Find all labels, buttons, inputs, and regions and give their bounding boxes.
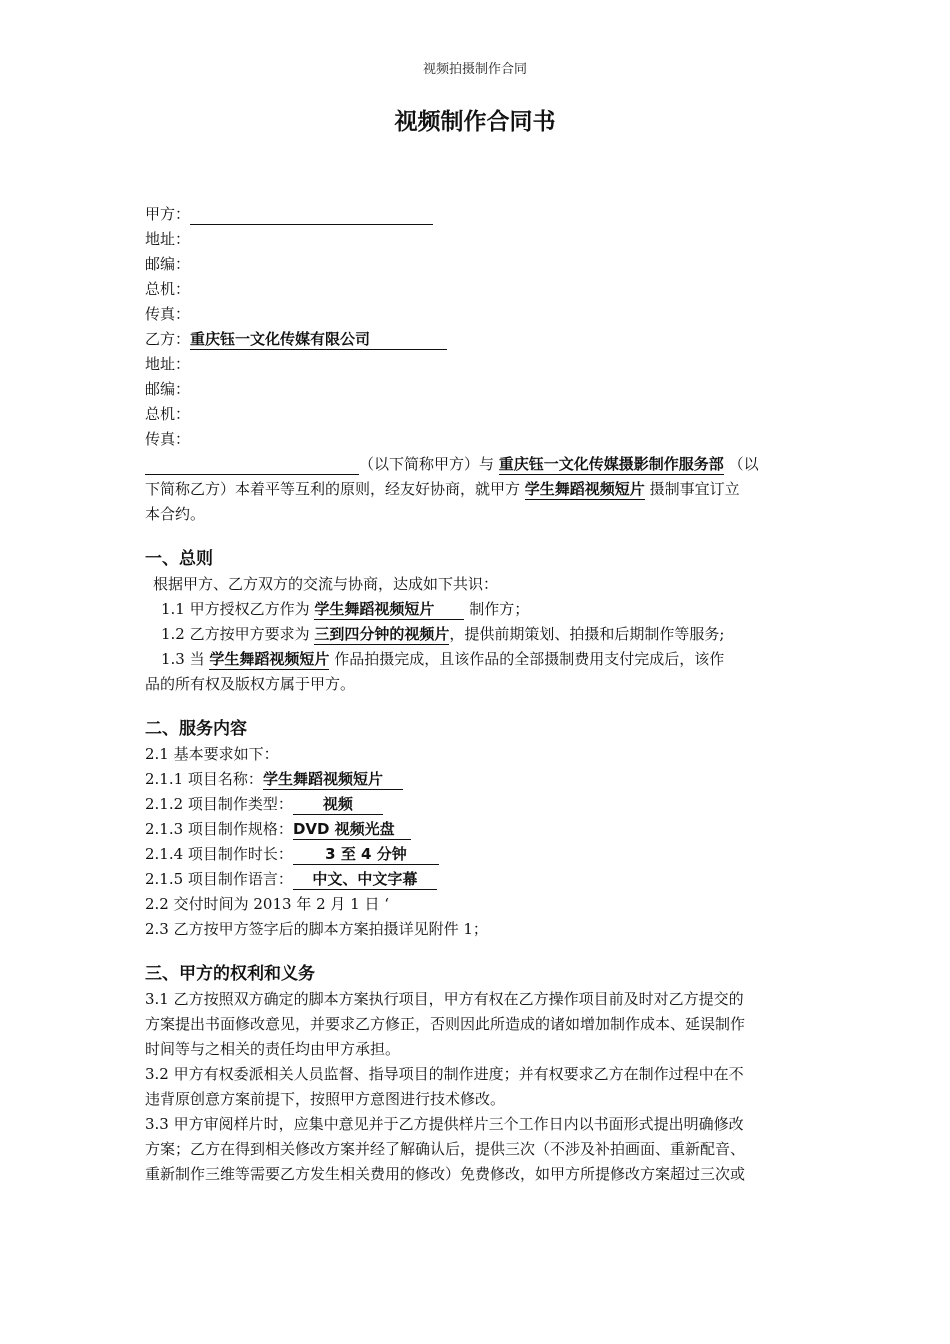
section-2-heading: 二、服务内容	[145, 719, 247, 739]
clause-text: 1.1 甲方授权乙方作为	[161, 600, 310, 618]
party-a-name-blank	[145, 454, 359, 475]
clause-underline: 学生舞蹈视频短片	[209, 650, 330, 668]
clause-1-1	[145, 597, 813, 622]
spec-item	[145, 767, 813, 792]
intro-text: 摄制事宜订立	[649, 480, 740, 498]
clause-text: 1.2 乙方按甲方要求为	[161, 625, 310, 643]
clause-text: 1.3 当	[161, 650, 205, 668]
section-2-lead: 2.1 基本要求如下：	[145, 745, 279, 763]
clause-1-2	[145, 622, 813, 647]
party-a-line	[145, 202, 813, 227]
clause-2-3: 2.3 乙方按甲方签字后的脚本方案拍摄详见附件 1；	[145, 920, 488, 938]
clause-text: ，提供前期策划、拍摄和后期制作等服务;	[449, 625, 725, 643]
clause-3-1-line: 方案提出书面修改意见，并要求乙方修正，否则因此所造成的诸如增加制作成本、延误制作	[145, 1015, 746, 1033]
spec-item	[145, 792, 813, 817]
party-a-field: 传真：	[145, 305, 191, 323]
intro-company: 重庆钰一文化传媒摄影制作服务部	[498, 455, 724, 473]
party-b-field: 地址：	[145, 355, 191, 373]
spec-label: 2.1.2 项目制作类型：	[145, 795, 293, 813]
spec-value: 3 至 4 分钟	[293, 844, 439, 865]
intro-project: 学生舞蹈视频短片	[524, 480, 645, 498]
spec-value: 中文、中文字幕	[293, 869, 437, 890]
party-b-label: 乙方：	[145, 330, 191, 348]
intro-text: （以	[728, 455, 759, 473]
clause-2-2: 2.2 交付时间为 2013 年 2 月 1 日 ‘	[145, 895, 390, 913]
clause-1-3-cont: 品的所有权及版权方属于甲方。	[145, 675, 356, 693]
clause-1-3	[145, 647, 813, 672]
intro-line-3: 本合约。	[145, 505, 206, 523]
clause-3-1-line: 3.1 乙方按照双方确定的脚本方案执行项目，甲方有权在乙方操作项目前及时对乙方提交的	[145, 990, 744, 1008]
party-a-label: 甲方：	[145, 205, 191, 223]
party-b-field: 邮编：	[145, 380, 191, 398]
party-a-field: 地址：	[145, 230, 191, 248]
section-1-heading: 一、总则	[145, 549, 213, 569]
party-a-field: 邮编：	[145, 255, 191, 273]
section-3-heading: 三、甲方的权利和义务	[145, 964, 315, 984]
spec-item	[145, 867, 813, 892]
clause-3-3-line: 方案；乙方在得到相关修改方案并经了解确认后，提供三次（不涉及补拍画面、重新配音、	[145, 1140, 746, 1158]
party-b-field: 传真：	[145, 430, 191, 448]
intro-text: 下简称乙方）本着平等互利的原则，经友好协商，就甲方	[145, 480, 521, 498]
spec-item	[145, 817, 813, 842]
clause-3-1-line: 时间等与之相关的责任均由甲方承担。	[145, 1040, 401, 1058]
clause-3-3-line: 重新制作三维等需要乙方发生相关费用的修改）免费修改，如甲方所提修改方案超过三次或	[145, 1165, 746, 1183]
spec-value: DVD 视频光盘	[293, 819, 411, 840]
intro-line-1	[145, 452, 813, 477]
party-b-line	[145, 327, 813, 352]
spec-value: 学生舞蹈视频短片	[263, 769, 403, 790]
spec-value: 视频	[293, 794, 383, 815]
contract-body	[145, 202, 813, 1187]
spec-label: 2.1.3 项目制作规格：	[145, 820, 293, 838]
clause-3-3-line: 3.3 甲方审阅样片时，应集中意见并于乙方提供样片三个工作日内以书面形式提出明确修改	[145, 1115, 744, 1133]
party-a-blank	[190, 204, 433, 225]
clause-3-2-line: 3.2 甲方有权委派相关人员监督、指导项目的制作进度；并有权要求乙方在制作过程中在不	[145, 1065, 744, 1083]
clause-text: 作品拍摄完成，且该作品的全部摄制费用支付完成后，该作	[334, 650, 725, 668]
clause-text: 制作方；	[469, 600, 530, 618]
clause-underline: 学生舞蹈视频短片	[314, 599, 464, 620]
document-title: 视频制作合同书	[394, 109, 556, 135]
page-header: 视频拍摄制作合同	[422, 62, 527, 77]
intro-text: （以下简称甲方）与	[359, 455, 495, 473]
clause-3-2-line: 违背原创意方案前提下，按照甲方意图进行技术修改。	[145, 1090, 506, 1108]
spec-item	[145, 842, 813, 867]
party-b-field: 总机：	[145, 405, 191, 423]
clause-underline: 三到四分钟的视频片	[314, 625, 450, 643]
party-b-name: 重庆钰一文化传媒有限公司	[190, 329, 447, 350]
section-1-lead: 根据甲方、乙方双方的交流与协商，达成如下共识：	[153, 575, 499, 593]
spec-label: 2.1.5 项目制作语言：	[145, 870, 293, 888]
spec-label: 2.1.4 项目制作时长：	[145, 845, 293, 863]
intro-line-2	[145, 477, 813, 502]
spec-label: 2.1.1 项目名称：	[145, 770, 263, 788]
party-a-field: 总机：	[145, 280, 191, 298]
